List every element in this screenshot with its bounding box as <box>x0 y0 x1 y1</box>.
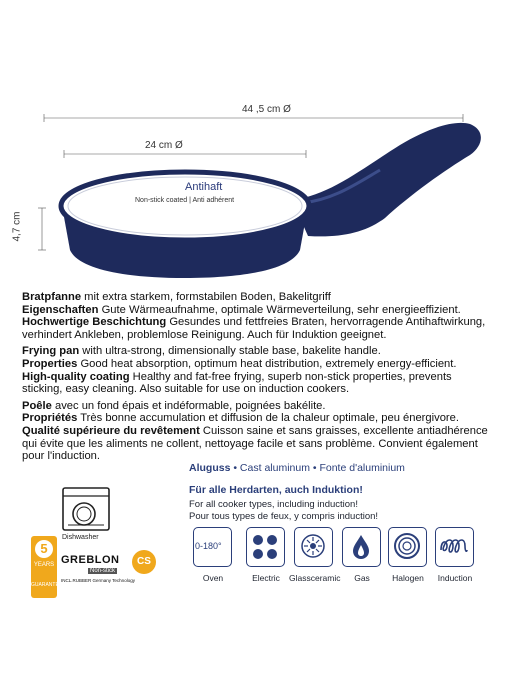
dimension-diameter: 24 cm Ø <box>145 140 183 151</box>
description-en-line3: High-quality coating Healthy and fat-free frying, superb non-stick properties, prevents sticking, easy cleaning. Also suitable for use on induction cookers. <box>22 370 452 396</box>
cooker-label-halogen: Halogen <box>392 573 424 583</box>
pan-coating-title: Antihaft <box>185 181 223 193</box>
dishwasher-label: Dishwasher <box>62 534 99 541</box>
greblon-logo <box>58 544 158 596</box>
glass-ceramic-icon <box>294 527 333 567</box>
induction-coil-icon <box>435 527 474 567</box>
greblon-name: GREBLON <box>61 554 120 566</box>
dimension-total-length: 44 ,5 cm Ø <box>242 104 291 115</box>
greblon-tag: INCL.RUBBER Germany Technology <box>61 578 135 583</box>
gas-burner-icon <box>342 527 381 567</box>
dishwasher-icon <box>62 487 110 531</box>
greblon-sub: Non-stick <box>90 568 116 574</box>
product-description <box>22 291 492 463</box>
dimension-height-label: 4,7 cm <box>11 211 23 242</box>
pan-coating-subtitle: Non-stick coated | Anti adhérent <box>135 197 235 204</box>
frying-pan-illustration <box>0 100 505 290</box>
cooker-line-en: For all cooker types, including induction! <box>189 499 358 510</box>
description-de-line3: Hochwertige Beschichtung Gesundes und fettfreies Braten, hervorragende Antihaftwirkung, verhindert Ankleben, problemlose Reinigung. Auch für Induktion geeignet. <box>22 316 486 341</box>
cooker-label-glassceramic: Glassceramic <box>289 573 341 583</box>
description-fr-line2: Propriétés Très bonne accumulation et diffusion de la chaleur optimale, peu énergivore. <box>22 412 459 425</box>
description-en-line1: Frying pan with ultra-strong, dimensionally stable base, bakelite handle. <box>22 345 381 358</box>
warranty-label: GUARANTEE <box>31 582 63 588</box>
cooker-heading: Für alle Herdarten, auch Induktion! <box>189 484 363 496</box>
electric-hob-icon <box>246 527 285 567</box>
oven-temperature: 0-180° <box>195 541 222 551</box>
greblon-cs-badge: CS <box>132 550 156 574</box>
description-en-line2: Properties Good heat absorption, optimum heat distribution, extremely energy-efficient. <box>22 357 457 370</box>
cooker-label-gas: Gas <box>354 573 370 583</box>
description-de-line1: Bratpfanne mit extra starkem, formstabilen Boden, Bakelitgriff <box>22 291 331 303</box>
halogen-icon <box>388 527 427 567</box>
material-line: Aluguss • Cast aluminum • Fonte d'aluminium <box>189 462 405 474</box>
description-de-line2: Eigenschaften Gute Wärmeaufnahme, optimale Wärmeverteilung, sehr energieeffizient. <box>22 303 461 316</box>
oven-icon <box>193 527 232 567</box>
cooker-label-oven: Oven <box>202 573 224 583</box>
description-fr-line1: Poêle avec un fond épais et indéformable, poignées bakélite. <box>22 399 326 412</box>
warranty-word: YEARS <box>33 562 55 568</box>
warranty-years: 5 <box>35 540 53 558</box>
cooker-line-fr: Pour tous types de feux, y compris induction! <box>189 511 379 522</box>
description-fr-line3: Qualité supérieure du revêtement Cuisson saine et sans graisses, excellente antiadhérence qui évite que les aliments ne collent, nettoyage facile et sans problème. Convient également pour l'induction. <box>22 424 488 463</box>
cooker-label-electric: Electric <box>252 573 280 583</box>
cooker-label-induction: Induction <box>437 573 473 583</box>
warranty-badge <box>31 536 63 598</box>
